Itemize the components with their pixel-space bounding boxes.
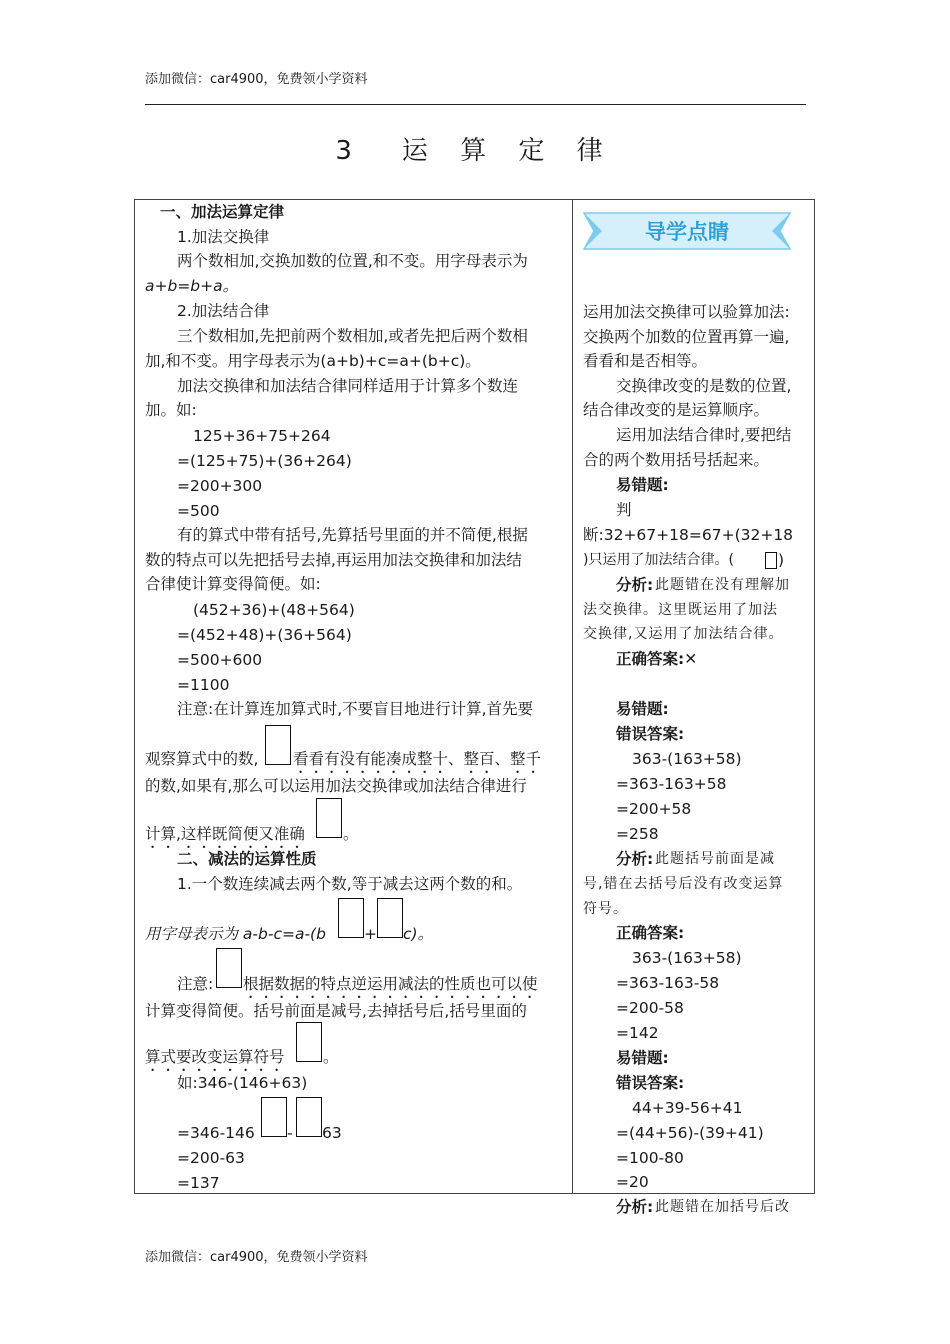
section1-heading: 一、加法运算定律 — [160, 203, 285, 221]
analysis-text: 此题括号前面是减 — [655, 851, 775, 867]
mistake-label: 易错题: — [616, 1049, 669, 1067]
tip-line: 运用加法结合律时,要把结 — [616, 426, 792, 444]
correct-answer-label: 正确答案: — [616, 924, 685, 942]
content-frame — [134, 199, 815, 1194]
answer-blank-box[interactable] — [265, 725, 291, 765]
paragraph-line: 两个数相加,交换加数的位置,和不变。用字母表示为 — [177, 252, 528, 270]
mistake-question: ) — [778, 551, 785, 569]
example1-line: =200+300 — [177, 477, 263, 495]
tip-line: 交换律改变的是数的位置, — [616, 377, 792, 395]
example3-line: =346-146 — [177, 1124, 255, 1142]
analysis-label: 分析: — [616, 1198, 654, 1216]
example3-line: =137 — [177, 1174, 220, 1192]
sub-heading-commutative: 1.加法交换律 — [177, 228, 270, 246]
judge-answer-box[interactable] — [765, 552, 777, 569]
mistake-question: 判 — [616, 501, 632, 519]
answer-blank-box[interactable] — [316, 798, 342, 838]
analysis-label: 分析: — [616, 850, 654, 868]
page-header: 添加微信：car4900，免费领小学资料 — [145, 72, 368, 87]
answer-blank-box[interactable] — [296, 1097, 322, 1137]
formula-commutative: a+b=b+a。 — [145, 277, 239, 295]
mistake-question: )只运用了加法结合律。( — [583, 552, 734, 568]
note-line-emphasis: 算式要改变运算符号 — [145, 1048, 285, 1066]
example1-line: =(125+75)+(36+264) — [177, 452, 352, 470]
wrong-answer-line: 363-(163+58) — [632, 750, 742, 768]
wrong-answer-line: =258 — [616, 825, 659, 843]
tip-line: 交换两个加数的位置再算一遍, — [583, 328, 790, 346]
mistake-label: 易错题: — [616, 476, 669, 494]
wrong-answer-line: =200+58 — [616, 800, 692, 818]
column-divider — [572, 199, 573, 1194]
analysis-text: 交换律,又运用了加法结合律。 — [583, 626, 784, 642]
answer-blank-box[interactable] — [216, 948, 242, 988]
wrong-answer-line: =100-80 — [616, 1149, 684, 1167]
paragraph-line: 加法交换律和加法结合律同样适用于计算多个数连 — [177, 377, 519, 395]
note-line: 注意:在计算连加算式时,不要盲目地进行计算,首先要 — [177, 700, 534, 718]
tip-line: 结合律改变的是运算顺序。 — [583, 401, 770, 419]
correct-answer: 正确答案:✕ — [616, 650, 698, 668]
section2-heading: 二、减法的运算性质 — [177, 850, 317, 868]
answer-blank-box[interactable] — [338, 898, 364, 938]
tip-line: 看看和是否相等。 — [583, 352, 708, 370]
header-rule — [145, 104, 806, 105]
guide-tag-label: 导学点睛 — [645, 220, 729, 244]
wrong-answer-label: 错误答案: — [616, 725, 685, 743]
mistake-label: 易错题: — [616, 700, 669, 718]
example2-line: =1100 — [177, 676, 230, 694]
guide-tag-banner — [580, 212, 794, 250]
note-line: 。 — [343, 825, 359, 843]
answer-blank-box[interactable] — [377, 898, 403, 938]
analysis-label: 分析: — [616, 576, 654, 594]
correct-answer-line: =363-163-58 — [616, 974, 720, 992]
note-line-emphasis: 根据数据的特点逆运用减法的性质也可以使 — [243, 975, 538, 993]
example1-line: =500 — [177, 502, 220, 520]
page-title: 3 运 算 定 律 — [335, 136, 615, 166]
example3-line: =200-63 — [177, 1149, 245, 1167]
analysis-text: 此题错在没有理解加 — [655, 577, 790, 593]
page-footer: 添加微信：car4900，免费领小学资料 — [145, 1250, 368, 1265]
paragraph-line: 加,和不变。用字母表示为(a+b)+c=a+(b+c)。 — [145, 352, 481, 370]
example3-line: - — [287, 1124, 293, 1142]
wrong-answer-line: =(44+56)-(39+41) — [616, 1124, 764, 1142]
example2-line: (452+36)+(48+564) — [193, 601, 355, 619]
note-line: 计算变得简便。括号前面是减号,去掉括号后,括号里面的 — [145, 1002, 527, 1020]
example3-line: 如:346-(146+63) — [177, 1074, 308, 1092]
analysis-text: 符号。 — [583, 901, 628, 917]
paragraph-line: 数的特点可以先把括号去掉,再运用加法交换律和加法结 — [145, 551, 522, 569]
correct-answer-line: =200-58 — [616, 999, 684, 1017]
note-line: 。 — [323, 1048, 339, 1066]
wrong-answer-line: 44+39-56+41 — [632, 1099, 743, 1117]
correct-answer-line: 363-(163+58) — [632, 949, 742, 967]
sub-heading-associative: 2.加法结合律 — [177, 302, 270, 320]
example2-line: =(452+48)+(36+564) — [177, 626, 352, 644]
note-line: 注意: — [177, 975, 214, 993]
formula-subtraction: + — [364, 925, 377, 943]
note-line: 观察算式中的数, — [145, 750, 259, 768]
answer-blank-box[interactable] — [261, 1097, 287, 1137]
wrong-answer-line: =20 — [616, 1173, 649, 1191]
correct-answer-line: =142 — [616, 1024, 659, 1042]
analysis-text: 此题错在加括号后改 — [655, 1199, 790, 1215]
paragraph-line: 加。如: — [145, 401, 197, 419]
formula-subtraction: 用字母表示为 a-b-c=a-(b — [145, 925, 326, 943]
analysis-text: 号,错在去括号后没有改变运算 — [583, 876, 784, 892]
answer-blank-box[interactable] — [296, 1022, 322, 1062]
mistake-question: 断:32+67+18=67+(32+18 — [583, 526, 794, 544]
paragraph-line: 合律使计算变得简便。如: — [145, 575, 321, 593]
example2-line: =500+600 — [177, 651, 263, 669]
note-line: 的数,如果有,那么可以运用加法交换律或加法结合律进行 — [145, 777, 527, 795]
wrong-answer-line: =363-163+58 — [616, 775, 727, 793]
note-line-emphasis: 计算,这样既简便又准确 — [145, 825, 305, 843]
analysis-text: 法交换律。这里既运用了加法 — [583, 602, 778, 618]
example3-line: 63 — [322, 1124, 342, 1142]
formula-subtraction: c)。 — [403, 925, 434, 943]
paragraph-line: 有的算式中带有括号,先算括号里面的并不简便,根据 — [177, 526, 528, 544]
tip-line: 合的两个数用括号括起来。 — [583, 451, 770, 469]
paragraph-line: 1.一个数连续减去两个数,等于减去这两个数的和。 — [177, 875, 523, 893]
paragraph-line: 三个数相加,先把前两个数相加,或者先把后两个数相 — [177, 327, 528, 345]
wrong-answer-label: 错误答案: — [616, 1074, 685, 1092]
example1-line: 125+36+75+264 — [193, 427, 331, 445]
note-line-emphasis: 看看有没有能凑成整十、整百、整千 — [293, 750, 542, 768]
tip-line: 运用加法交换律可以验算加法: — [583, 303, 790, 321]
